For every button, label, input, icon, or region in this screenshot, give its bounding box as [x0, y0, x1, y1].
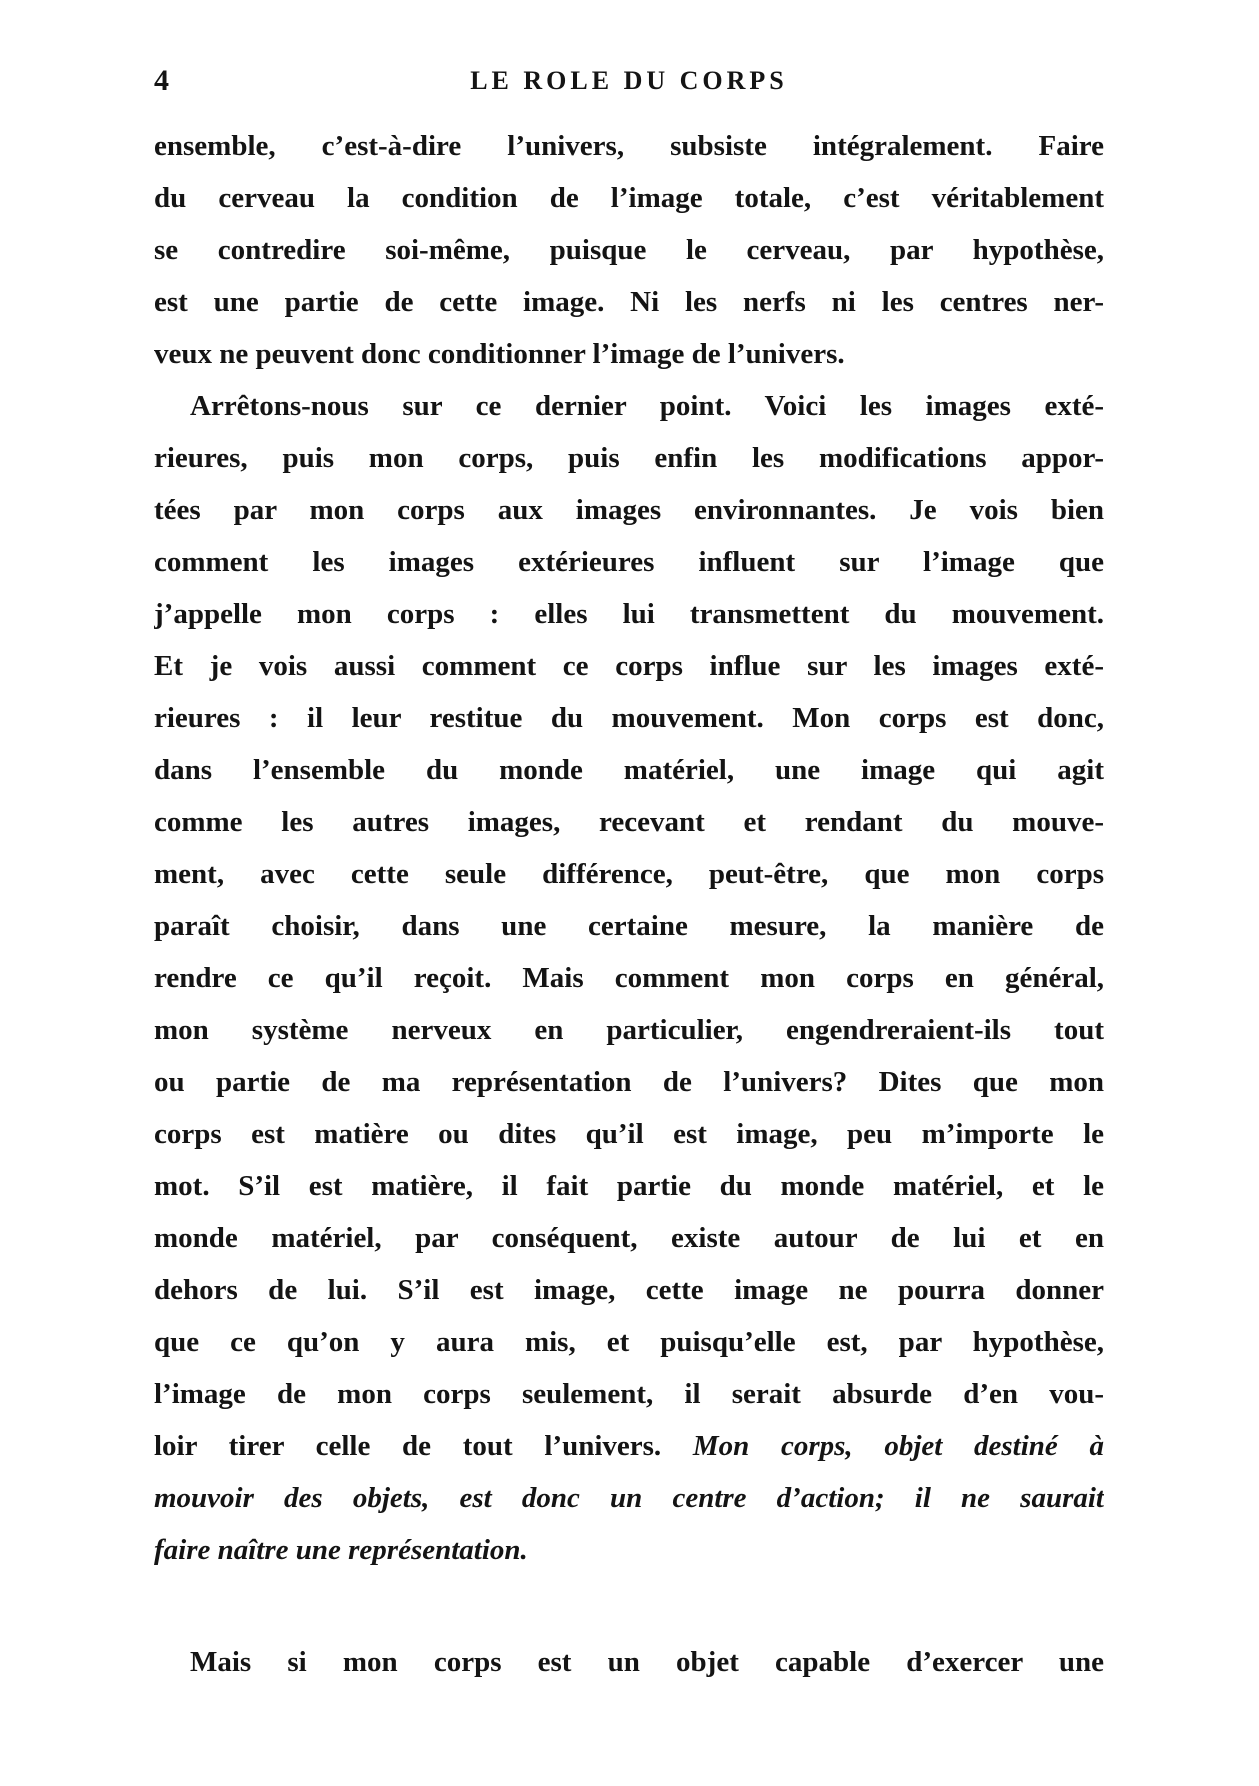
text-line: mon système nerveux en particulier, engendreraient-ils tout	[154, 1014, 1104, 1046]
paragraph-gap	[154, 1576, 1104, 1636]
text-line: mot. S’il est matière, il fait partie du monde matériel, et le	[154, 1170, 1104, 1202]
text-line: se contredire soi-même, puisque le cerveau, par hypothèse,	[154, 234, 1104, 266]
text-line: dans l’ensemble du monde matériel, une image qui agit	[154, 754, 1104, 786]
text-line: ment, avec cette seule différence, peut-être, que mon corps	[154, 858, 1104, 890]
text-line: dehors de lui. S’il est image, cette image ne pourra donner	[154, 1274, 1104, 1306]
text-line: Arrêtons-nous sur ce dernier point. Voici les images exté-	[190, 390, 1104, 422]
text-line: Mais si mon corps est un objet capable d’exercer une	[190, 1646, 1104, 1678]
italic-text: Mon corps, objet destiné à	[692, 1430, 1104, 1462]
text-line: j’appelle mon corps : elles lui transmettent du mouvement.	[154, 598, 1104, 630]
italic-line: faire naître une représentation.	[154, 1534, 528, 1566]
page-number: 4	[154, 64, 169, 97]
text-line: ou partie de ma représentation de l’univers? Dites que mon	[154, 1066, 1104, 1098]
text-line: paraît choisir, dans une certaine mesure, la manière de	[154, 910, 1104, 942]
text-line: rieures, puis mon corps, puis enfin les modifications appor-	[154, 442, 1104, 474]
page-header	[154, 64, 1104, 104]
text-line: comment les images extérieures influent sur l’image que	[154, 546, 1104, 578]
italic-line: mouvoir des objets, est donc un centre d’action; il ne saurait	[154, 1482, 1104, 1514]
text-line: corps est matière ou dites qu’il est image, peu m’importe le	[154, 1118, 1104, 1150]
text-line: rieures : il leur restitue du mouvement. Mon corps est donc,	[154, 702, 1104, 734]
text-line: ensemble, c’est-à-dire l’univers, subsiste intégralement. Faire	[154, 130, 1104, 162]
text-line-mixed	[154, 1420, 1104, 1472]
text-line: est une partie de cette image. Ni les nerfs ni les centres ner-	[154, 286, 1104, 318]
text-line: rendre ce qu’il reçoit. Mais comment mon corps en général,	[154, 962, 1104, 994]
running-title: LE ROLE DU CORPS	[470, 66, 788, 95]
text-line: veux ne peuvent donc conditionner l’image de l’univers.	[154, 338, 845, 370]
text-line: que ce qu’on y aura mis, et puisqu’elle est, par hypothèse,	[154, 1326, 1104, 1358]
text-line: du cerveau la condition de l’image totale, c’est véritablement	[154, 182, 1104, 214]
body-text	[154, 120, 1104, 1688]
text-line: monde matériel, par conséquent, existe autour de lui et en	[154, 1222, 1104, 1254]
text-line: Et je vois aussi comment ce corps influe sur les images exté-	[154, 650, 1104, 682]
text-line: comme les autres images, recevant et rendant du mouve-	[154, 806, 1104, 838]
text-line: l’image de mon corps seulement, il serait absurde d’en vou-	[154, 1378, 1104, 1410]
roman-text: loir tirer celle de tout l’univers.	[154, 1430, 693, 1462]
paragraph-2	[154, 380, 1104, 1576]
paragraph-1	[154, 120, 1104, 380]
paragraph-3	[154, 1636, 1104, 1688]
text-line: tées par mon corps aux images environnantes. Je vois bien	[154, 494, 1104, 526]
